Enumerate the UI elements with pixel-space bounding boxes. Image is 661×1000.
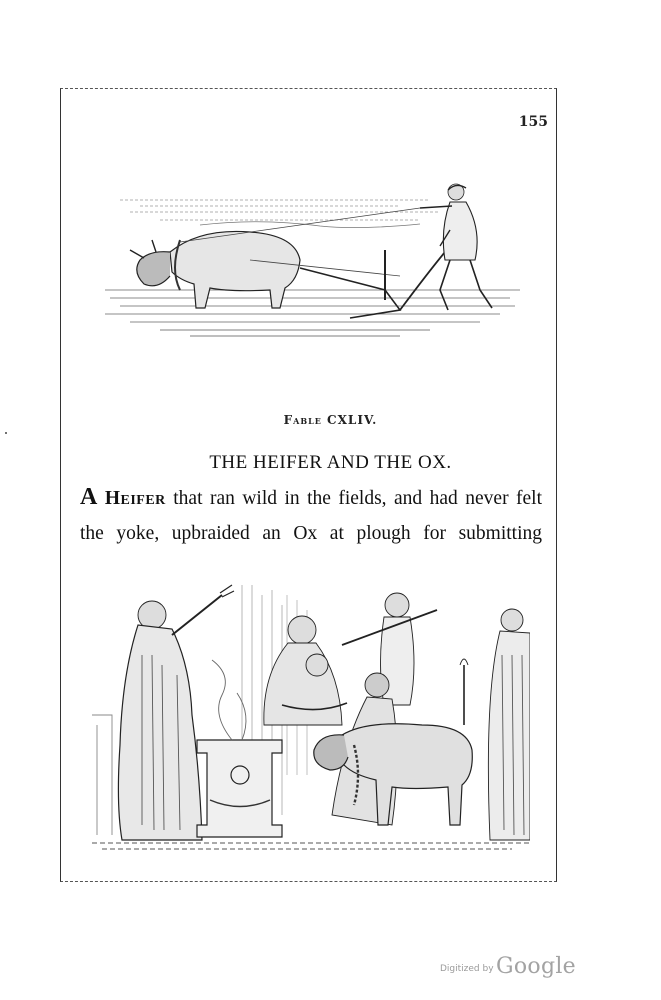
watermark-logo: Google xyxy=(496,954,577,979)
fable-number: Fable CXLIV. xyxy=(283,413,378,427)
body-line: the yoke, upbraided an Ox at plough for submitting xyxy=(80,523,542,544)
watermark-prefix: Digitized by xyxy=(440,964,494,974)
body-line-1-text: that ran wild in the fields, and had never felt xyxy=(173,488,543,509)
watermark xyxy=(440,954,580,984)
opening-word: Heifer xyxy=(104,488,166,509)
plough-engraving xyxy=(100,180,530,350)
body-line xyxy=(80,480,542,516)
margin-speck xyxy=(5,432,7,434)
fable-title: THE HEIFER AND THE OX. xyxy=(209,452,452,473)
page-number: 155 xyxy=(518,114,548,130)
sacrifice-engraving xyxy=(92,575,530,860)
fable-body xyxy=(80,480,542,551)
drop-cap: A xyxy=(80,484,98,510)
